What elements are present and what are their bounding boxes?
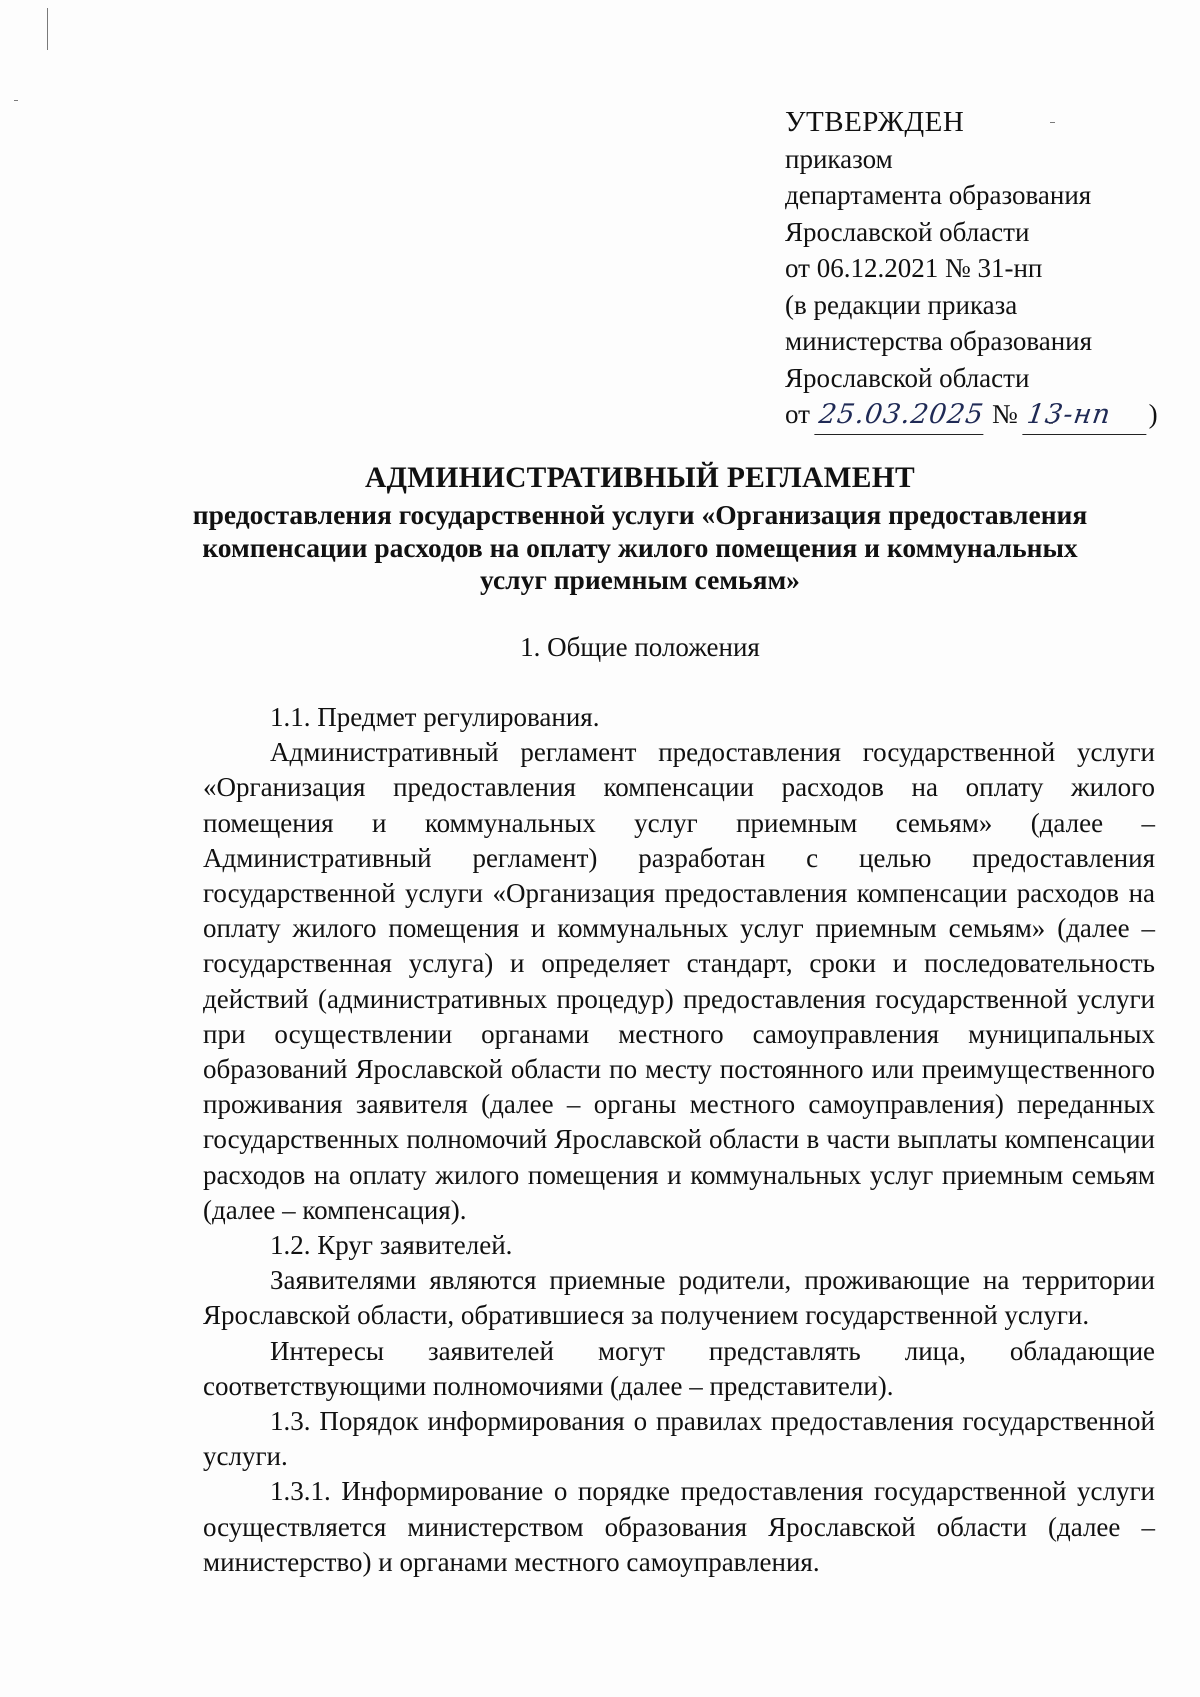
paragraph: 1.2. Круг заявителей.: [270, 1230, 513, 1261]
paragraph: 1.1. Предмет регулирования.: [270, 702, 600, 732]
paragraph: Заявителями являются приемные родители, проживающие на территории Ярославской области, обратившиеся за получением государственной услуги.: [203, 1265, 1155, 1331]
amendment-close: ): [1148, 399, 1158, 429]
document-body: [203, 700, 1155, 1580]
handwritten-number: 13-нп: [1022, 397, 1151, 435]
paragraph: 1.3. Порядок информирования о правилах предоставления государственной услуги.: [203, 1406, 1155, 1472]
approval-line: департамента образования: [785, 180, 1092, 210]
approval-heading: УТВЕРЖДЕН: [785, 106, 965, 138]
handwritten-date: 25.03.2025: [814, 397, 988, 435]
document-title: [180, 460, 1100, 597]
number-sign: №: [992, 399, 1018, 429]
approval-line: от 06.12.2021 № 31-нп: [785, 253, 1043, 283]
title-subtitle: предоставления государственной услуги «Организация предоставления компенсации расходов на оплату жилого помещения и коммунальных услуг приемным семьям»: [192, 499, 1088, 595]
scan-mark: [14, 100, 18, 101]
approval-block: [785, 104, 1158, 435]
approval-line: (в редакции приказа: [785, 289, 1018, 320]
section-heading: 1. Общие положения: [520, 632, 760, 662]
amendment-line: [785, 396, 1158, 435]
approval-line: Ярославской области: [785, 362, 1030, 393]
amendment-prefix: от: [785, 399, 810, 429]
approval-line: Ярославской области: [785, 216, 1030, 247]
paragraph: Интересы заявителей могут представлять лица, обладающие соответствующими полномочиями (далее – представители).: [203, 1335, 1155, 1401]
paragraph: Административный регламент предоставления государственной услуги «Организация предоставления компенсации расходов на оплату жилого помещения и коммунальных услуг приемным семьям» (далее – Административный регламент) разработан с целью предоставления государственной услуги «Организация предоставления компенсации расходов на оплату жилого помещения и коммунальных услуг приемным семьям» (далее – государственная услуга) и определяет стандарт, сроки и последовательность действий (административных процедур) предоставления государственной услуги при осуществлении органами местного самоуправления муниципальных образований Ярославской области по месту постоянного или преимущественного проживания заявителя (далее – органы местного самоуправления) переданных государственных полномочий Ярославской области в части выплаты компенсации расходов на оплату жилого помещения и коммунальных услуг приемным семьям (далее – компенсация).: [203, 737, 1155, 1225]
approval-line: приказом: [785, 143, 893, 174]
title-main: АДМИНИСТРАТИВНЫЙ РЕГЛАМЕНТ: [365, 462, 915, 494]
scan-mark: [47, 8, 48, 50]
paragraph: 1.3.1. Информирование о порядке предоставления государственной услуги осуществляется министерством образования Ярославской области (далее – министерство) и органами местного самоуправления.: [203, 1476, 1155, 1577]
approval-line: министерства образования: [785, 326, 1093, 356]
